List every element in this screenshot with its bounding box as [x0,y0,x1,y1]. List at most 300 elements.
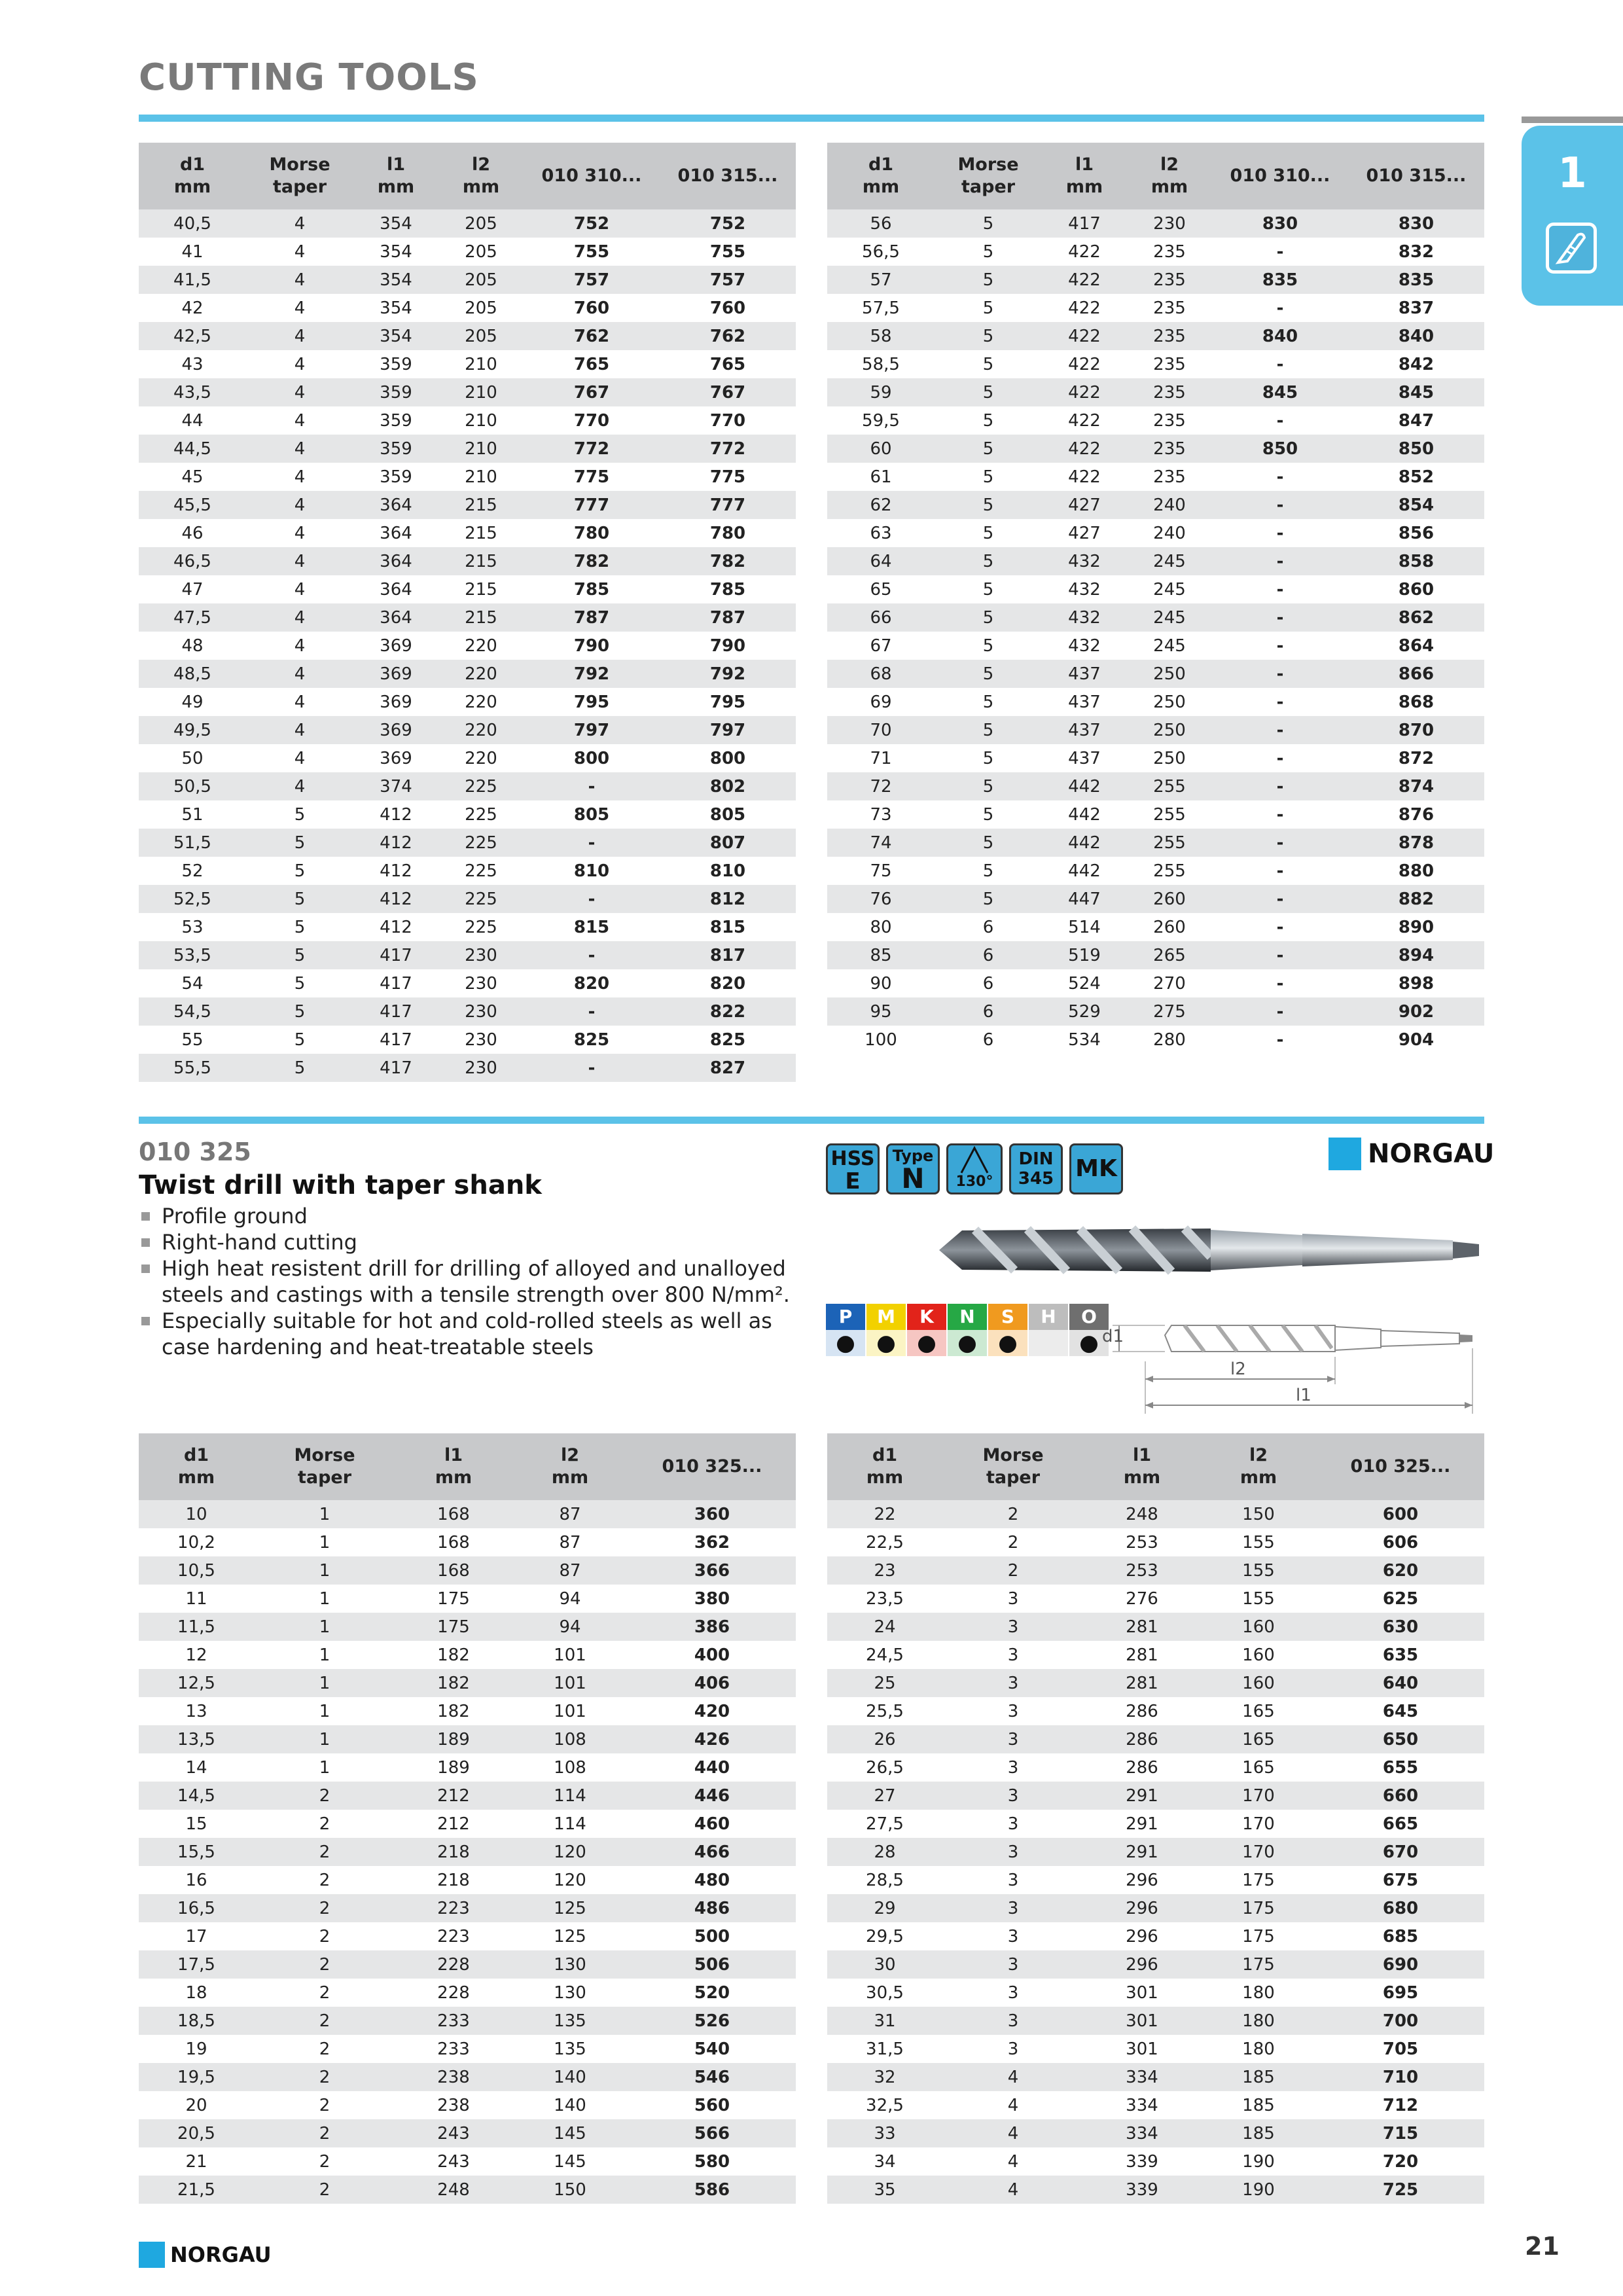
table-cell: 640 [1317,1669,1484,1697]
table-cell: 225 [465,804,497,825]
col-010-310: 010 310... [1212,143,1348,209]
table-cell: 4 [942,2063,1084,2091]
table-cell: 43,5 [139,378,246,406]
table-cell: 74 [827,829,935,857]
table-cell: 785 [573,579,610,600]
table-row [827,1528,1484,1556]
table-cell: 4 [246,378,353,406]
table-row [827,969,1484,997]
table-cell: 51 [181,804,204,825]
material-matrix [826,1304,1110,1356]
table-cell: 85 [827,941,935,969]
col-010-325: 010 325... [1317,1433,1484,1500]
table-cell: 31 [827,2007,942,2035]
table-cell: 255 [1153,861,1186,881]
table-cell: 845 [1348,378,1484,406]
table-cell: 90 [870,973,892,994]
table-cell: 2 [254,2063,395,2091]
table-cell: 3 [1007,1982,1019,2003]
table-cell: 685 [1382,1926,1419,1946]
table-cell: 364 [353,547,438,575]
table-cell: 795 [709,692,746,712]
table-cell: 2 [319,1814,330,1834]
table-row [827,435,1484,463]
table-cell: 437 [1068,748,1101,768]
page-number: 21 [1525,2232,1560,2261]
table-cell: 432 [1068,636,1101,656]
table-cell: 44,5 [139,435,246,463]
table-cell: 100 [865,1030,897,1050]
table-cell: 243 [437,2151,470,2172]
table-cell: 4 [246,209,353,238]
table-cell: 874 [1348,772,1484,800]
table-cell: 3 [1007,1645,1019,1665]
table-cell: 339 [1084,2176,1200,2204]
table-cell: 26 [827,1725,942,1753]
table-cell: 1 [319,1532,330,1552]
table-cell: 5 [982,354,994,374]
table-cell: 460 [694,1814,730,1834]
hss-e-icon: HSS E [826,1143,880,1194]
table-cell: 782 [524,547,660,575]
table-cell: 422 [1042,378,1127,406]
product-code: 010 325 [139,1138,251,1166]
table-cell: 359 [380,410,412,431]
table-row [139,1725,796,1753]
table-cell: 16,5 [139,1894,254,1922]
table-cell: 359 [353,435,438,463]
table-cell: 182 [437,1645,470,1665]
table-cell: 101 [554,1645,586,1665]
table-cell: 5 [294,917,306,937]
table-cell: 125 [512,1894,628,1922]
table-cell: 33 [827,2119,942,2147]
table-row [827,1613,1484,1641]
material-m: M ● [866,1304,906,1356]
table-cell: 50 [181,748,204,768]
table-row [827,406,1484,435]
table-cell: 765 [573,354,610,374]
table-cell: - [524,941,660,969]
table-cell: 400 [694,1645,730,1665]
table-row [139,1054,796,1082]
table-cell: 235 [1153,354,1186,374]
footer-logo-mark [139,2242,165,2268]
table-cell: 32 [827,2063,942,2091]
table-cell: 4 [294,354,306,374]
l1-label: l1 [1296,1386,1311,1405]
table-cell: 5 [935,829,1042,857]
table-cell: 5 [982,410,994,431]
table-row [139,2147,796,2176]
table-cell: 54 [181,973,204,994]
table-cell: 270 [1153,973,1186,994]
table-cell: 150 [1200,1500,1317,1528]
table-cell: 845 [1212,378,1348,406]
table-cell: 23 [827,1556,942,1585]
table-cell: 30,5 [866,1982,904,2003]
table-cell: 894 [1348,941,1484,969]
table-cell: 760 [573,298,610,318]
table-cell: 56 [827,209,935,238]
col-morse: Morse taper [254,1433,395,1500]
table-cell: 810 [573,861,610,881]
table-cell: 235 [1153,467,1186,487]
table-row [139,322,796,350]
table-cell: - [1276,467,1284,487]
table-cell: 4 [246,322,353,350]
table-cell: 59 [827,378,935,406]
table-cell: - [1212,547,1348,575]
bottom-left-table [139,1433,796,2204]
table-cell: 880 [1398,861,1435,881]
table-cell: 560 [694,2095,730,2115]
table-cell: 5 [982,242,994,262]
table-cell: 797 [660,716,796,744]
col-l2: l2 mm [438,143,524,209]
table-cell: 240 [1127,491,1212,519]
table-cell: 757 [660,266,796,294]
table-cell: 690 [1317,1950,1484,1979]
table-cell: 5 [935,603,1042,632]
table-cell: 165 [1200,1725,1317,1753]
table-header-row [827,143,1484,209]
table-cell: 442 [1042,772,1127,800]
table-cell: 48 [181,636,204,656]
table-cell: 2 [319,1926,330,1946]
table-cell: 125 [554,1926,586,1946]
table-cell: 235 [1153,242,1186,262]
table-cell: 205 [438,266,524,294]
table-cell: 422 [1068,298,1101,318]
table-cell: 5 [935,660,1042,688]
table-row [827,1697,1484,1725]
table-cell: 820 [709,973,746,994]
table-row [827,2176,1484,2204]
table-cell: 5 [935,772,1042,800]
table-cell: 369 [353,716,438,744]
table-cell: 524 [1068,973,1101,994]
drill-icon [1546,223,1597,274]
table-cell: 220 [438,716,524,744]
table-cell: 1 [319,1757,330,1778]
table-cell: 215 [438,603,524,632]
table-cell: 4 [246,603,353,632]
table-cell: 369 [380,748,412,768]
table-row [139,294,796,322]
table-cell: - [1212,716,1348,744]
table-cell: 830 [1348,209,1484,238]
table-cell: 334 [1084,2119,1200,2147]
table-cell: 180 [1242,1982,1275,2003]
table-cell: 380 [694,1588,730,1609]
table-cell: 10,5 [139,1556,254,1585]
table-cell: - [1276,579,1284,600]
table-row [139,209,796,238]
table-cell: 220 [465,636,497,656]
table-cell: 175 [1242,1926,1275,1946]
table-cell: 427 [1068,523,1101,543]
table-cell: 190 [1200,2176,1317,2204]
table-cell: 1 [254,1669,395,1697]
table-cell: 2 [254,2007,395,2035]
table-row [139,238,796,266]
table-cell: 440 [694,1757,730,1778]
table-cell: 175 [395,1613,512,1641]
table-row [139,885,796,913]
table-cell: 87 [512,1500,628,1528]
table-cell: 417 [380,1030,412,1050]
table-cell: 48,5 [139,660,246,688]
table-cell: 437 [1068,692,1101,712]
table-cell: 712 [1382,2095,1419,2115]
table-cell: 3 [942,1950,1084,1979]
table-cell: 840 [1348,322,1484,350]
table-row [139,829,796,857]
table-cell: 3 [942,1894,1084,1922]
table-cell: 620 [1317,1556,1484,1585]
table-row [827,2119,1484,2147]
table-cell: 700 [1317,2007,1484,2035]
table-cell: 2 [319,1870,330,1890]
table-cell: 215 [465,579,497,600]
point-angle-icon: 130° [946,1143,1003,1194]
table-cell: 60 [827,435,935,463]
table-cell: 4 [246,716,353,744]
table-cell: 369 [380,692,412,712]
table-row [139,997,796,1026]
table-cell: 5 [982,748,994,768]
table-cell: 210 [465,467,497,487]
table-cell: - [524,772,660,800]
table-cell: 245 [1153,579,1186,600]
table-cell: 4 [942,2176,1084,2204]
table-cell: 5 [982,467,994,487]
table-cell: 3 [1007,1757,1019,1778]
table-cell: 5 [935,885,1042,913]
table-cell: 22 [827,1500,942,1528]
table-cell: 364 [380,523,412,543]
table-cell: 286 [1126,1757,1158,1778]
table-cell: 46,5 [139,547,246,575]
table-row [139,603,796,632]
table-row [139,1753,796,1782]
col-morse: Morse taper [935,143,1042,209]
table-row [827,1950,1484,1979]
table-cell: 802 [660,772,796,800]
table-cell: 752 [660,209,796,238]
table-cell: 1 [319,1701,330,1721]
table-cell: 175 [1242,1870,1275,1890]
table-cell: 245 [1127,547,1212,575]
table-cell: 2 [319,2039,330,2059]
table-cell: 2 [254,2119,395,2147]
table-cell: 546 [628,2063,796,2091]
table-row [827,857,1484,885]
table-cell: 898 [1398,973,1435,994]
mk-icon: MK [1069,1143,1123,1194]
table-cell: 534 [1068,1030,1101,1050]
table-cell: 432 [1068,579,1101,600]
material-n: N ● [948,1304,987,1356]
table-cell: - [1276,748,1284,768]
table-cell: 2 [254,2176,395,2204]
table-row [827,2091,1484,2119]
table-row [827,575,1484,603]
table-cell: 120 [554,1870,586,1890]
col-l1: l1 mm [1084,1433,1200,1500]
table-cell: 586 [628,2176,796,2204]
table-cell: - [524,885,660,913]
table-cell: 755 [709,242,746,262]
table-cell: 175 [1200,1950,1317,1979]
table-cell: 63 [870,523,892,543]
table-cell: 235 [1127,266,1212,294]
table-cell: 526 [628,2007,796,2035]
table-cell: 787 [660,603,796,632]
table-cell: 1 [254,1500,395,1528]
table-row [139,913,796,941]
table-cell: 4 [294,467,306,487]
table-cell: 58 [827,322,935,350]
table-row [139,800,796,829]
table-cell: 334 [1126,2095,1158,2115]
table-cell: 223 [437,1926,470,1946]
table-cell: - [1276,692,1284,712]
table-cell: 238 [437,2095,470,2115]
table-cell: 120 [512,1838,628,1866]
table-cell: 49,5 [139,716,246,744]
table-cell: 185 [1200,2119,1317,2147]
table-cell: 114 [512,1782,628,1810]
table-row [139,744,796,772]
table-cell: 412 [353,829,438,857]
table-cell: 765 [709,354,746,374]
table-cell: 291 [1126,1814,1158,1834]
table-cell: 566 [628,2119,796,2147]
table-cell: 822 [660,997,796,1026]
table-cell: 235 [1153,410,1186,431]
table-cell: - [1212,603,1348,632]
table-cell: 417 [380,973,412,994]
table-row [139,941,796,969]
table-cell: 20 [185,2095,207,2115]
table-cell: 70 [827,716,935,744]
table-cell: 364 [380,579,412,600]
table-cell: 160 [1242,1645,1275,1665]
table-cell: 68 [827,660,935,688]
table-cell: 101 [512,1669,628,1697]
table-cell: 882 [1348,885,1484,913]
table-row [827,800,1484,829]
table-row [139,2035,796,2063]
table-cell: - [1276,861,1284,881]
table-row [139,1613,796,1641]
table-cell: 230 [438,941,524,969]
table-cell: 422 [1068,242,1101,262]
table-cell: 540 [694,2039,730,2059]
table-cell: 825 [573,1030,610,1050]
table-cell: 660 [1317,1782,1484,1810]
table-cell: 720 [1382,2151,1419,2172]
footer-brand: NORGAU [170,2242,272,2267]
table-row [139,2091,796,2119]
table-cell: 770 [709,410,746,431]
table-row [139,350,796,378]
table-cell: 364 [353,603,438,632]
table-cell: - [1276,242,1284,262]
table-cell: 772 [524,435,660,463]
table-cell: 55,5 [139,1054,246,1082]
table-cell: 108 [512,1725,628,1753]
table-row [827,1979,1484,2007]
table-cell: 291 [1084,1838,1200,1866]
table-cell: 18,5 [139,2007,254,2035]
table-cell: 847 [1398,410,1435,431]
table-cell: 5 [935,209,1042,238]
table-cell: 168 [437,1532,470,1552]
table-cell: 5 [982,692,994,712]
table-cell: 795 [573,692,610,712]
table-cell: 872 [1398,748,1435,768]
table-row [827,2035,1484,2063]
table-cell: 95 [827,997,935,1026]
table-cell: 230 [438,997,524,1026]
table-cell: 835 [1348,266,1484,294]
table-cell: 28,5 [866,1870,904,1890]
table-cell: 506 [628,1950,796,1979]
table-cell: 752 [524,209,660,238]
table-cell: 230 [1127,209,1212,238]
table-cell: 235 [1127,378,1212,406]
table-cell: 301 [1126,1982,1158,2003]
table-cell: 245 [1127,603,1212,632]
list-item: Profile ground [139,1203,793,1229]
table-cell: 670 [1317,1838,1484,1866]
table-cell: 437 [1042,716,1127,744]
table-cell: 3 [942,2007,1084,2035]
table-cell: 205 [438,322,524,350]
table-cell: 6 [982,973,994,994]
table-cell: 175 [1200,1894,1317,1922]
table-cell: 10,2 [177,1532,215,1552]
table-row [139,1669,796,1697]
table-row [827,632,1484,660]
table-cell: 205 [465,242,497,262]
table-cell: 47 [181,579,204,600]
table-cell: 223 [395,1894,512,1922]
table-cell: 417 [353,941,438,969]
table-cell: 665 [1382,1814,1419,1834]
table-row [139,1950,796,1979]
table-cell: 5 [246,941,353,969]
table-cell: 250 [1153,748,1186,768]
table-cell: 22,5 [866,1532,904,1552]
table-cell: 5 [982,804,994,825]
table-cell: 114 [554,1814,586,1834]
table-cell: 790 [709,636,746,656]
table-cell: 182 [437,1701,470,1721]
table-header-row [827,1433,1484,1500]
table-cell: 3 [942,1725,1084,1753]
table-row [139,772,796,800]
table-cell: 830 [1212,209,1348,238]
table-cell: 205 [438,209,524,238]
table-cell: 64 [827,547,935,575]
top-left-table [139,143,796,1082]
table-cell: 762 [524,322,660,350]
table-cell: 772 [660,435,796,463]
